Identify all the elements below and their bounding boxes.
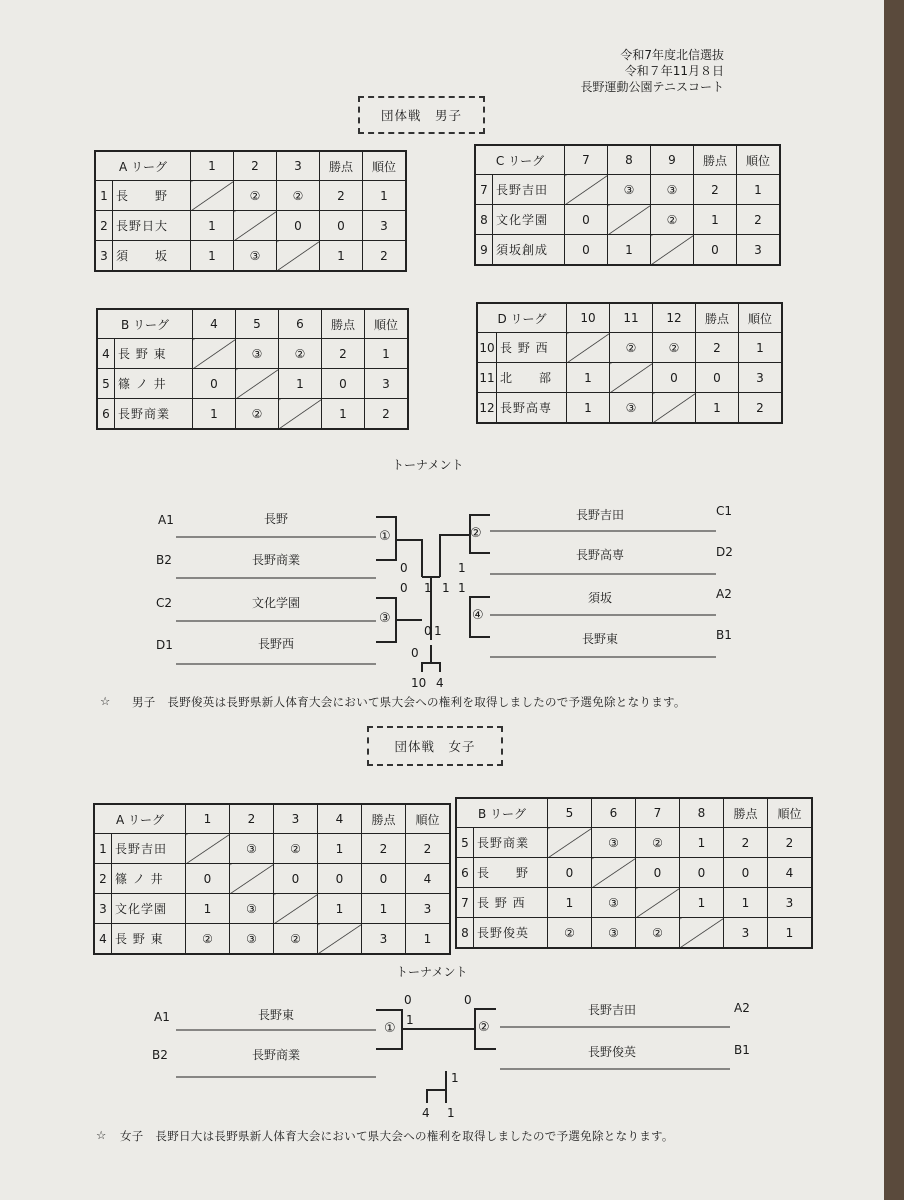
league-col-header: 勝点 — [724, 798, 768, 828]
league-team-name: 長野俊英 — [474, 918, 548, 949]
league-cell: ② — [279, 339, 322, 369]
league-cell: 1 — [739, 333, 783, 363]
league-cell: 0 — [277, 211, 320, 241]
league-name: B リーグ — [97, 309, 193, 339]
league-col-header: 8 — [680, 798, 724, 828]
league-cell: 3 — [365, 369, 409, 399]
league-cell: 1 — [680, 828, 724, 858]
boys-team-left-4: 長野西 — [257, 637, 294, 651]
league-row-number: 7 — [475, 175, 493, 205]
league-name: A リーグ — [95, 151, 191, 181]
league-col-header: 10 — [567, 303, 610, 333]
league-col-header: 1 — [191, 151, 234, 181]
league-cell: 1 — [608, 235, 651, 266]
league-cell: ② — [548, 918, 592, 949]
league-cell: 2 — [724, 828, 768, 858]
league-row-number: 3 — [95, 241, 113, 272]
boys-seed-left-4: D1 — [156, 638, 173, 652]
boys-match-3-mark: ③ — [379, 611, 391, 626]
boys-score-semi-right-a: 1 — [458, 561, 466, 575]
league-cell: 2 — [322, 339, 365, 369]
boys-match-1-mark: ① — [379, 529, 391, 544]
league-col-header: 11 — [610, 303, 653, 333]
league-team-name: 長 野 — [113, 181, 191, 211]
league-cell: ② — [274, 924, 318, 955]
league-cell: ③ — [608, 175, 651, 205]
league-col-header: 7 — [636, 798, 680, 828]
girls-score-m1-bottom: 1 — [406, 1013, 414, 1027]
league-team-name: 長 野 — [474, 858, 548, 888]
boys-seed-left-2: B2 — [156, 553, 172, 567]
league-cell: 0 — [694, 235, 737, 266]
league-cell: 1 — [362, 894, 406, 924]
league-row-number: 9 — [475, 235, 493, 266]
boys-team-right-1: 長野吉田 — [575, 508, 624, 522]
league-cell: 2 — [696, 333, 739, 363]
girls-score-final-a: 1 — [451, 1071, 459, 1085]
league-col-header: 勝点 — [694, 145, 737, 175]
league-row-number: 8 — [475, 205, 493, 235]
league-cell: 0 — [565, 235, 608, 266]
league-team-name: 文化学園 — [493, 205, 565, 235]
league-team-name: 長 野 東 — [115, 339, 193, 369]
league-cell: 1 — [320, 241, 363, 272]
girls-note-star: ☆ — [96, 1128, 107, 1142]
boys-score-m1-bottom: 0 — [400, 561, 408, 575]
league-cell: ② — [234, 181, 277, 211]
boys-team-left-1: 長野 — [263, 512, 288, 526]
league-cell: 1 — [322, 399, 365, 430]
girls-note: 女子 長野日大は長野県新人体育大会において県大会への権利を取得しましたので予選免除となります。 — [120, 1129, 674, 1143]
league-cell: ③ — [234, 241, 277, 272]
boys-score-final-left: 0 — [411, 646, 419, 660]
league-col-header: 勝点 — [696, 303, 739, 333]
league-row-number: 7 — [456, 888, 474, 918]
league-cell: 0 — [724, 858, 768, 888]
boys-match-4-mark: ④ — [472, 608, 484, 623]
league-cell: 0 — [193, 369, 236, 399]
league-col-header: 3 — [274, 804, 318, 834]
league-cell: 0 — [318, 864, 362, 894]
league-team-name: 文化学園 — [112, 894, 186, 924]
boys-note-star: ☆ — [100, 694, 111, 708]
league-row-number: 3 — [94, 894, 112, 924]
league-cell: 1 — [318, 894, 362, 924]
league-name: C リーグ — [475, 145, 565, 175]
girls-seed-right-1: A2 — [734, 1001, 750, 1015]
league-row-number: 1 — [95, 181, 113, 211]
league-team-name: 長野高専 — [497, 393, 567, 424]
league-col-header: 勝点 — [322, 309, 365, 339]
boys-score-semi-right-b: 1 — [458, 581, 466, 595]
league-col-header: 順位 — [406, 804, 451, 834]
boys-seed-right-4: B1 — [716, 628, 732, 642]
boys-score-final-r: 4 — [436, 676, 444, 690]
league-team-name: 長 野 西 — [474, 888, 548, 918]
boys-match-2-mark: ② — [470, 526, 482, 541]
boys-score-m4-b: 1 — [434, 624, 442, 638]
league-cell: 1 — [193, 399, 236, 430]
league-cell: ③ — [610, 393, 653, 424]
girls-title: 団体戦 女子 — [367, 726, 503, 766]
league-col-header: 6 — [279, 309, 322, 339]
league-col-header: 7 — [565, 145, 608, 175]
league-cell: 1 — [724, 888, 768, 918]
league-cell: 0 — [653, 363, 696, 393]
league-cell: 3 — [363, 211, 407, 241]
league-cell: 3 — [739, 363, 783, 393]
league-cell: 1 — [191, 211, 234, 241]
league-cell: 1 — [696, 393, 739, 424]
league-team-name: 須坂創成 — [493, 235, 565, 266]
league-row-number: 4 — [94, 924, 112, 955]
boys-team-left-2: 長野商業 — [251, 553, 300, 567]
league-cell: 1 — [567, 363, 610, 393]
league-col-header: 6 — [592, 798, 636, 828]
league-cell: 1 — [680, 888, 724, 918]
league-col-header: 順位 — [768, 798, 813, 828]
league-row-number: 5 — [456, 828, 474, 858]
league-cell: 0 — [548, 858, 592, 888]
boys-seed-right-3: A2 — [716, 587, 732, 601]
girls-score-final-r: 1 — [447, 1106, 455, 1120]
league-col-header: 9 — [651, 145, 694, 175]
league-cell: 2 — [320, 181, 363, 211]
girls-match-2-mark: ② — [478, 1020, 490, 1035]
boys-seed-left-1: A1 — [158, 513, 174, 527]
league-cell: 2 — [365, 399, 409, 430]
boys-score-semi-left-b: 1 — [442, 581, 450, 595]
league-cell: 1 — [406, 924, 451, 955]
league-cell: ② — [186, 924, 230, 955]
boys-team-right-4: 長野東 — [581, 632, 618, 646]
league-col-header: 順位 — [363, 151, 407, 181]
league-col-header: 5 — [236, 309, 279, 339]
boys-seed-right-1: C1 — [716, 504, 733, 518]
header-venue: 長野運動公園テニスコート — [580, 80, 724, 94]
league-cell: 1 — [567, 393, 610, 424]
league-cell: 0 — [636, 858, 680, 888]
girls-score-final-l: 4 — [422, 1106, 430, 1120]
league-cell: ② — [653, 333, 696, 363]
league-cell: 2 — [362, 834, 406, 864]
league-team-name: 長野日大 — [113, 211, 191, 241]
boys-score-m3-top: 0 — [400, 581, 408, 595]
league-row-number: 12 — [477, 393, 497, 424]
league-cell: 0 — [322, 369, 365, 399]
boys-team-right-3: 須坂 — [587, 591, 612, 605]
league-col-header: 4 — [318, 804, 362, 834]
league-col-header: 順位 — [739, 303, 783, 333]
league-cell: 1 — [279, 369, 322, 399]
league-col-header: 2 — [230, 804, 274, 834]
league-name: B リーグ — [456, 798, 548, 828]
league-col-header: 8 — [608, 145, 651, 175]
league-cell: 3 — [768, 888, 813, 918]
league-team-name: 長野商業 — [115, 399, 193, 430]
league-team-name: 北 部 — [497, 363, 567, 393]
league-cell: 2 — [363, 241, 407, 272]
league-cell: 1 — [318, 834, 362, 864]
league-cell: 1 — [191, 241, 234, 272]
league-cell: ② — [277, 181, 320, 211]
league-cell: ③ — [592, 888, 636, 918]
league-cell: 2 — [694, 175, 737, 205]
league-team-name: 須 坂 — [113, 241, 191, 272]
league-cell: 1 — [363, 181, 407, 211]
girls-match-1-mark: ① — [384, 1021, 396, 1036]
header-date: 令和７年11月８日 — [624, 64, 724, 78]
league-cell: 0 — [274, 864, 318, 894]
boys-seed-left-3: C2 — [156, 596, 173, 610]
league-cell: ③ — [230, 894, 274, 924]
league-col-header: 1 — [186, 804, 230, 834]
girls-seed-left-2: B2 — [152, 1048, 168, 1062]
league-cell: ③ — [230, 834, 274, 864]
girls-tournament-title: トーナメント — [396, 965, 468, 979]
league-cell: 1 — [186, 894, 230, 924]
league-team-name: 篠 ノ 井 — [112, 864, 186, 894]
league-cell: 4 — [768, 858, 813, 888]
league-cell: 1 — [768, 918, 813, 949]
boys-score-m4-a: 0 — [424, 624, 432, 638]
league-row-number: 2 — [95, 211, 113, 241]
league-col-header: 順位 — [737, 145, 781, 175]
league-row-number: 1 — [94, 834, 112, 864]
girls-score-m1-top: 0 — [404, 993, 412, 1007]
league-row-number: 6 — [456, 858, 474, 888]
league-cell: 3 — [362, 924, 406, 955]
league-cell: ③ — [592, 828, 636, 858]
league-cell: 0 — [186, 864, 230, 894]
league-cell: ③ — [236, 339, 279, 369]
boys-title: 団体戦 男子 — [358, 96, 485, 134]
league-row-number: 2 — [94, 864, 112, 894]
league-cell: 1 — [737, 175, 781, 205]
league-cell: ③ — [230, 924, 274, 955]
league-cell: ② — [610, 333, 653, 363]
girls-seed-right-2: B1 — [734, 1043, 750, 1057]
girls-score-m2-top: 0 — [464, 993, 472, 1007]
league-cell: 3 — [737, 235, 781, 266]
league-cell: 4 — [406, 864, 451, 894]
league-col-header: 順位 — [365, 309, 409, 339]
girls-team-right-1: 長野吉田 — [587, 1003, 636, 1017]
boys-tournament-title: トーナメント — [392, 458, 464, 472]
league-cell: 2 — [406, 834, 451, 864]
boys-team-left-3: 文化学園 — [251, 596, 300, 610]
league-cell: 0 — [696, 363, 739, 393]
league-col-header: 2 — [234, 151, 277, 181]
boys-seed-right-2: D2 — [716, 545, 733, 559]
league-cell: 1 — [365, 339, 409, 369]
league-col-header: 4 — [193, 309, 236, 339]
league-team-name: 長野商業 — [474, 828, 548, 858]
league-cell: 3 — [724, 918, 768, 949]
boys-score-final-l: 10 — [411, 676, 427, 690]
league-cell: 2 — [739, 393, 783, 424]
league-row-number: 5 — [97, 369, 115, 399]
girls-team-left-2: 長野商業 — [251, 1048, 300, 1062]
league-cell: 0 — [320, 211, 363, 241]
boys-score-semi-left-a: 1 — [424, 581, 432, 595]
league-cell: ② — [636, 828, 680, 858]
boys-note: 男子 長野俊英は長野県新人体育大会において県大会への権利を取得しましたので予選免除となります。 — [132, 695, 686, 709]
league-row-number: 11 — [477, 363, 497, 393]
league-cell: ② — [651, 205, 694, 235]
league-cell: 3 — [406, 894, 451, 924]
league-name: A リーグ — [94, 804, 186, 834]
league-cell: 1 — [694, 205, 737, 235]
league-cell: 0 — [680, 858, 724, 888]
league-col-header: 3 — [277, 151, 320, 181]
league-cell: ② — [636, 918, 680, 949]
league-cell: 0 — [565, 205, 608, 235]
league-col-header: 12 — [653, 303, 696, 333]
league-row-number: 10 — [477, 333, 497, 363]
league-team-name: 長野吉田 — [112, 834, 186, 864]
league-cell: 0 — [362, 864, 406, 894]
league-team-name: 長 野 東 — [112, 924, 186, 955]
league-cell: ② — [274, 834, 318, 864]
league-cell: 2 — [737, 205, 781, 235]
league-row-number: 4 — [97, 339, 115, 369]
league-col-header: 5 — [548, 798, 592, 828]
league-team-name: 篠 ノ 井 — [115, 369, 193, 399]
league-cell: ③ — [592, 918, 636, 949]
league-row-number: 8 — [456, 918, 474, 949]
league-col-header: 勝点 — [320, 151, 363, 181]
boys-team-right-2: 長野高専 — [575, 548, 624, 562]
girls-team-right-2: 長野俊英 — [587, 1045, 636, 1059]
league-team-name: 長野吉田 — [493, 175, 565, 205]
league-team-name: 長 野 西 — [497, 333, 567, 363]
girls-team-left-1: 長野東 — [257, 1008, 294, 1022]
header-event: 令和7年度北信選抜 — [620, 48, 724, 62]
league-cell: 1 — [548, 888, 592, 918]
league-col-header: 勝点 — [362, 804, 406, 834]
league-cell: 2 — [768, 828, 813, 858]
girls-seed-left-1: A1 — [154, 1010, 170, 1024]
league-row-number: 6 — [97, 399, 115, 430]
league-cell: ② — [236, 399, 279, 430]
league-name: D リーグ — [477, 303, 567, 333]
league-cell: ③ — [651, 175, 694, 205]
